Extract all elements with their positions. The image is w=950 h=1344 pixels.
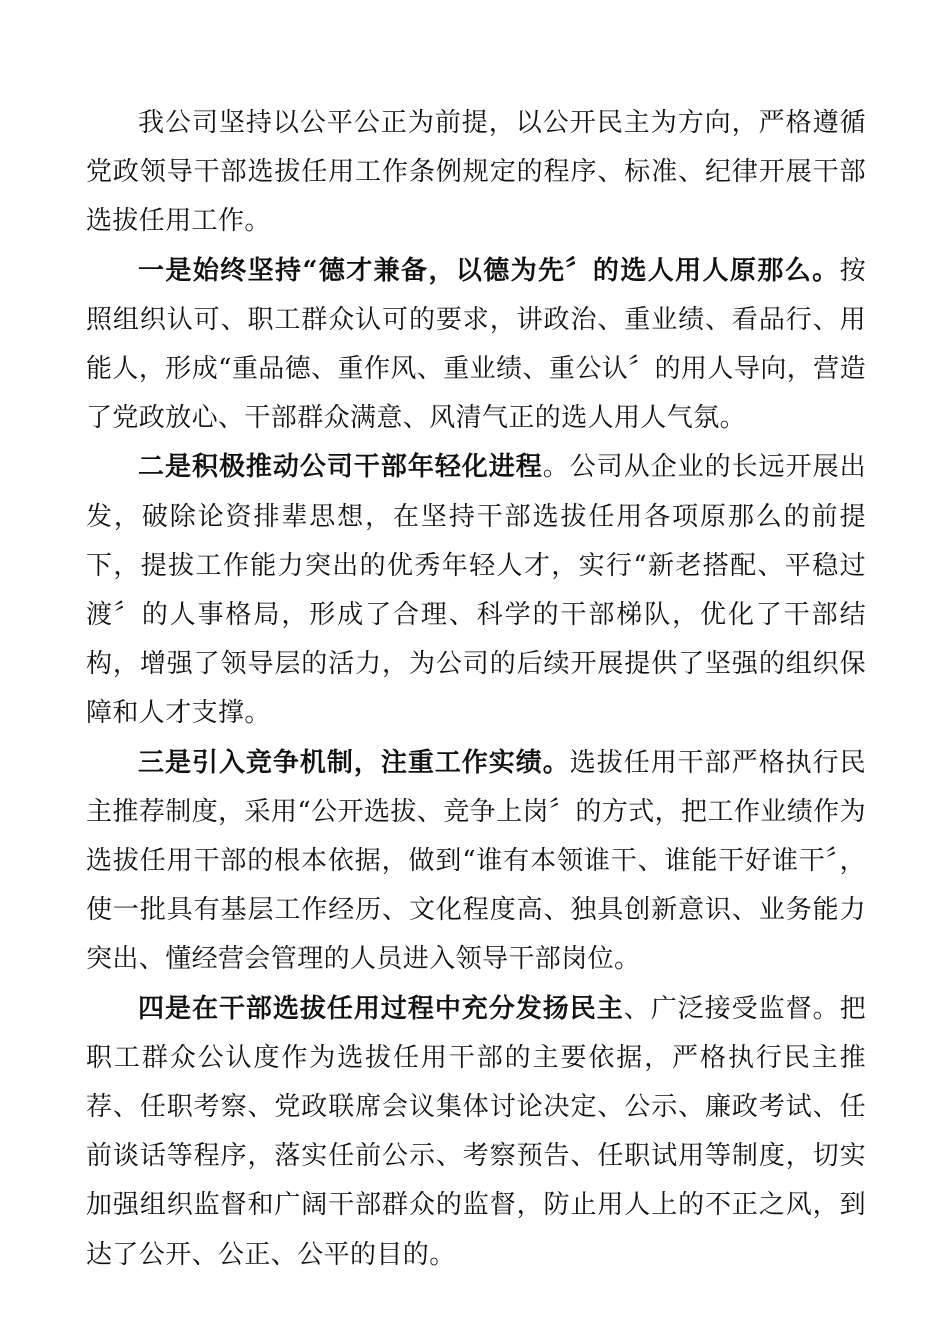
- paragraph-body: 我公司坚持以公平公正为前提，以公开民主为方向，严格遵循党政领导干部选拔任用工作条例规定的程序、标准、纪律开展干部选拔任用工作。: [86, 108, 866, 237]
- paragraph-point-3: [86, 739, 866, 985]
- paragraph-intro: [86, 99, 866, 247]
- paragraph-body: 、广泛接受监督。把职工群众公认度作为选拔任用干部的主要依据，严格执行民主推荐、任职考察、党政联席会议集体讨论决定、公示、廉政考试、任前谈话等程序，落实任前公示、考察预告、任职试用等制度，切实加强组织监督和广阔干部群众的监督，防止用人上的不正之风，到达了公开、公正、公平的目的。: [86, 993, 866, 1270]
- paragraph-point-4: [86, 985, 866, 1280]
- paragraph-lead: 二是积极推动公司干部年轻化进程: [138, 452, 543, 483]
- paragraph-body: 选拔任用干部严格执行民主推荐制度，采用“公开选拔、竞争上岗〞的方式，把工作业绩作为选拔任用干部的根本依据，做到“谁有本领谁干、谁能干好谁干〞，使一批具有基层工作经历、文化程度高、独具创新意识、业务能力突出、懂经营会管理的人员进入领导干部岗位。: [86, 747, 866, 975]
- paragraph-body: 按照组织认可、职工群众认可的要求，讲政治、重业绩、看品行、用能人，形成“重品德、重作风、重业绩、重公认〞的用人导向，营造了党政放心、干部群众满意、风清气正的选人用人气氛。: [86, 255, 866, 434]
- paragraph-point-1: [86, 247, 866, 444]
- document-page: [86, 99, 866, 1280]
- paragraph-lead: 一是始终坚持“德才兼备，以德为先〞的选人用人原那么。: [138, 255, 840, 286]
- paragraph-lead: 三是引入竞争机制，注重工作实绩。: [138, 747, 570, 778]
- paragraph-lead: 四是在干部选拔任用过程中充分发扬民主: [138, 993, 624, 1024]
- paragraph-body: 。公司从企业的长远开展出发，破除论资排辈思想，在坚持干部选拔任用各项原那么的前提下，提拔工作能力突出的优秀年轻人才，实行“新老搭配、平稳过渡〞的人事格局，形成了合理、科学的干部梯队，优化了干部结构，增强了领导层的活力，为公司的后续开展提供了坚强的组织保障和人才支撑。: [86, 452, 866, 729]
- paragraph-point-2: [86, 443, 866, 738]
